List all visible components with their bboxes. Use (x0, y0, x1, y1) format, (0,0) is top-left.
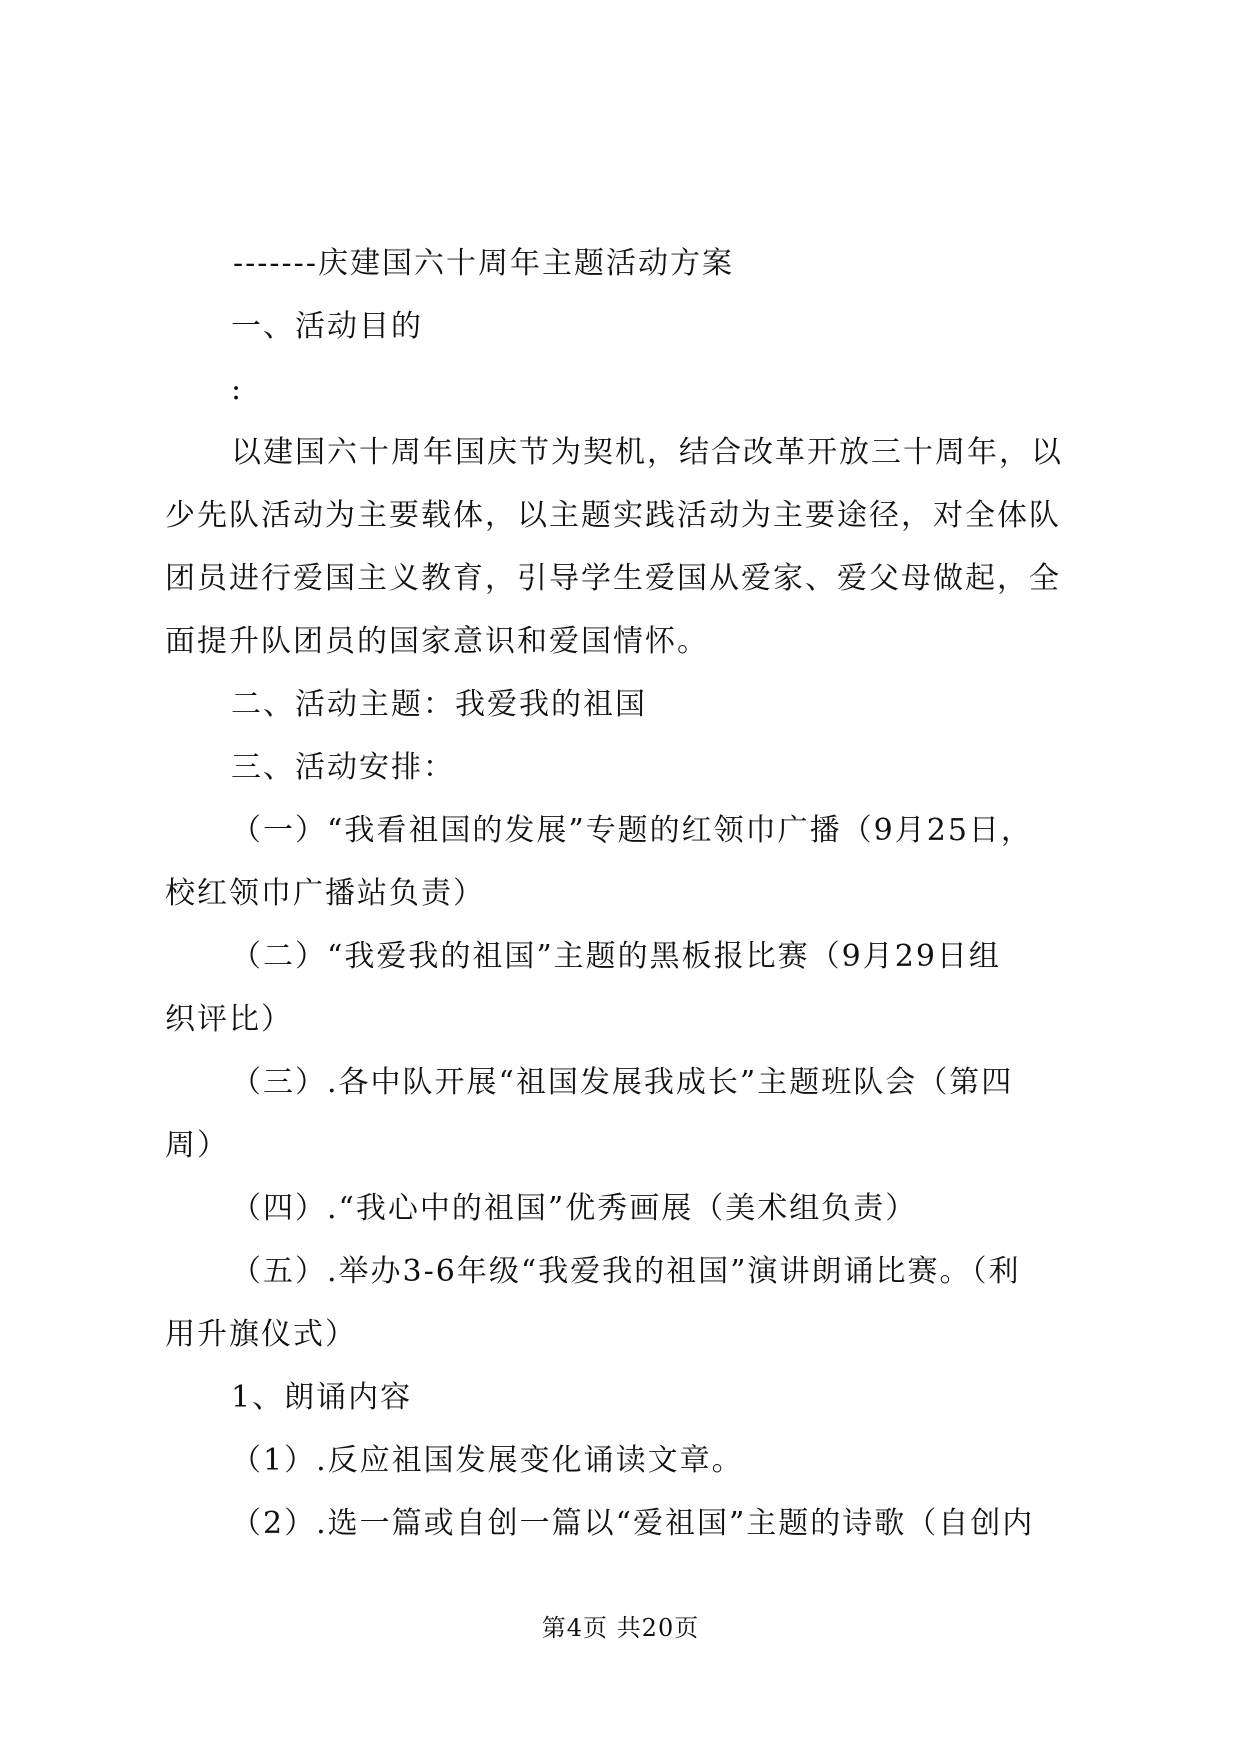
document-title: -------庆建国六十周年主题活动方案 (233, 246, 734, 281)
recitation-item-1: （1）.反应祖国发展变化诵读文章。 (231, 1443, 744, 1478)
purpose-line-2: 少先队活动为主要载体，以主题实践活动为主要途径，对全体队 (165, 498, 1061, 533)
section-heading-purpose: 一、活动目的 (231, 309, 423, 344)
purpose-line-4: 面提升队团员的国家意识和爱国情怀。 (165, 624, 709, 659)
purpose-line-3: 团员进行爱国主义教育，引导学生爱国从爱家、爱父母做起，全 (165, 561, 1061, 596)
colon-line: : (231, 372, 244, 407)
arrangement-item-5-line-1: （五）.举办3-6年级“我爱我的祖国”演讲朗诵比赛。（利 (231, 1254, 1021, 1289)
section-heading-arrangement: 三、活动安排： (231, 750, 455, 785)
section-heading-theme: 二、活动主题：我爱我的祖国 (231, 687, 647, 722)
recitation-item-2: （2）.选一篇或自创一篇以“爱祖国”主题的诗歌（自创内 (231, 1506, 1035, 1541)
arrangement-item-4-line-1: （四）.“我心中的祖国”优秀画展（美术组负责） (231, 1191, 918, 1226)
arrangement-item-1-line-2: 校红领巾广播站负责） (165, 876, 485, 911)
arrangement-item-1-line-1: （一）“我看祖国的发展”专题的红领巾广播（9月25日， (231, 813, 1033, 848)
recitation-heading: 1、朗诵内容 (231, 1380, 413, 1415)
arrangement-item-3-line-2: 周） (165, 1128, 229, 1163)
purpose-line-1: 以建国六十周年国庆节为契机，结合改革开放三十周年，以 (231, 435, 1063, 470)
page-footer: 第4页 共20页 (541, 1614, 700, 1642)
arrangement-item-2-line-2: 织评比） (165, 1002, 293, 1037)
document-body (165, 232, 1090, 1555)
arrangement-item-2-line-1: （二）“我爱我的祖国”主题的黑板报比赛（9月29日组 (231, 939, 1001, 974)
arrangement-item-3-line-1: （三）.各中队开展“祖国发展我成长”主题班队会（第四 (231, 1065, 1014, 1100)
arrangement-item-5-line-2: 用升旗仪式） (165, 1317, 357, 1352)
